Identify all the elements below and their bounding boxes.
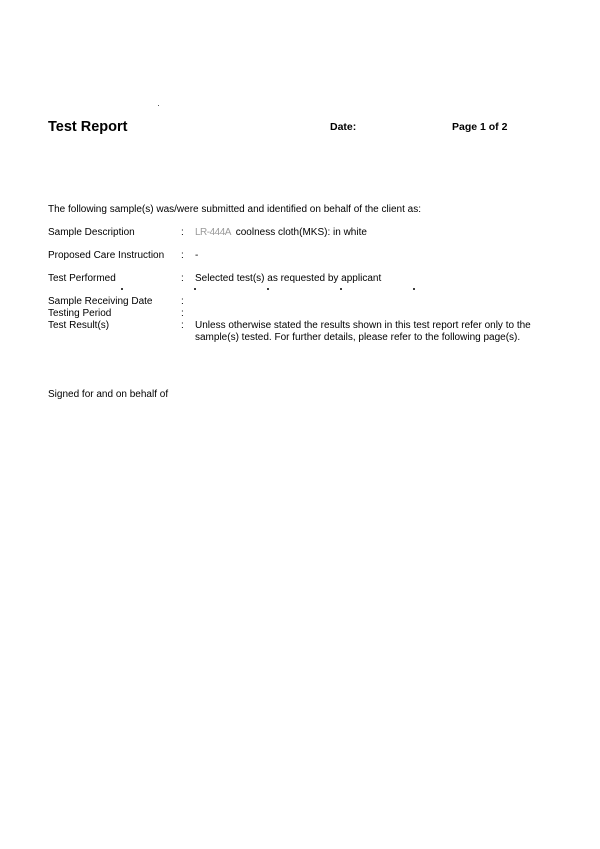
intro-text: The following sample(s) was/were submitted and identified on behalf of the client as: xyxy=(48,204,421,215)
row-colon: : xyxy=(181,227,184,238)
page-title: Test Report xyxy=(48,119,128,135)
test-performed-label: Test Performed xyxy=(48,273,116,284)
scan-dot xyxy=(413,288,415,290)
care-instruction-label: Proposed Care Instruction xyxy=(48,250,165,261)
sample-description-label: Sample Description xyxy=(48,227,135,238)
scan-speck xyxy=(158,105,159,106)
testing-period-label: Testing Period xyxy=(48,308,112,319)
care-instruction-value: - xyxy=(195,250,199,261)
test-results-label: Test Result(s) xyxy=(48,320,110,331)
sample-description-text: coolness cloth(MKS): in white xyxy=(235,227,367,238)
scan-dot xyxy=(340,288,342,290)
signature-text: Signed for and on behalf of xyxy=(48,389,169,400)
sample-description-value xyxy=(195,227,367,238)
row-colon: : xyxy=(181,308,184,319)
row-colon: : xyxy=(181,250,184,261)
page-number: Page 1 of 2 xyxy=(452,121,508,133)
row-colon: : xyxy=(181,273,184,284)
redacted-sample-code: LR-444A xyxy=(195,227,231,238)
test-results-value: Unless otherwise stated the results shown in this test report refer only to the sample(s) tested. For further details, please refer to the following page(s). xyxy=(195,320,531,343)
scan-dot xyxy=(194,288,196,290)
test-performed-value: Selected test(s) as requested by applicant xyxy=(195,273,382,284)
row-colon: : xyxy=(181,320,184,331)
receiving-date-label: Sample Receiving Date xyxy=(48,296,153,307)
scan-dot xyxy=(267,288,269,290)
row-colon: : xyxy=(181,296,184,307)
date-label: Date: xyxy=(330,121,357,133)
scan-dot xyxy=(121,288,123,290)
